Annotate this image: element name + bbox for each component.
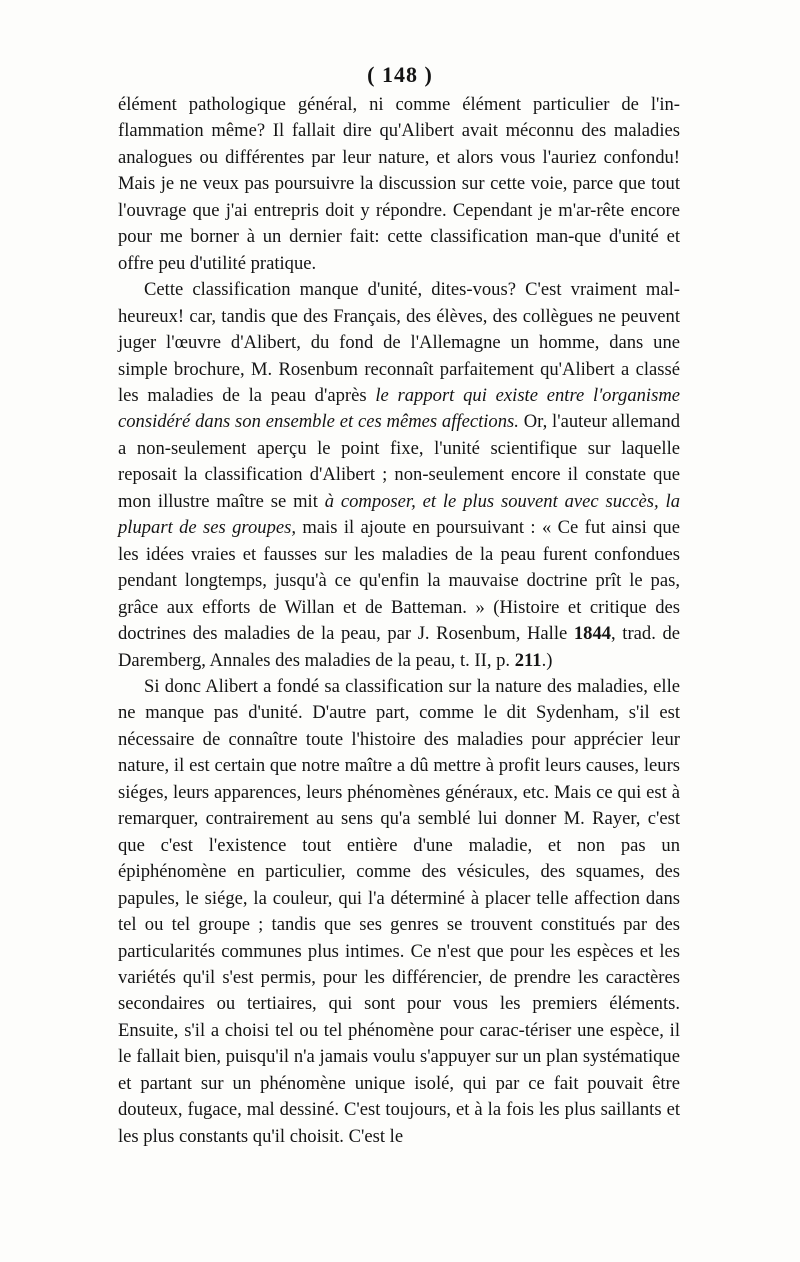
paragraph bbox=[118, 277, 680, 674]
bold-number: 211 bbox=[514, 649, 542, 671]
text-run: Si donc Alibert a fondé sa classification sur la nature des maladies, elle ne manque pas d'unité. D'autre part, comme le dit Sydenham, s'il est nécessaire de connaître toute l'histoire des maladies pour apprécier leur nature, il est certain que notre maître a dû mettre à profit leurs causes, leurs siéges, leurs apparences, leurs phénomènes généraux, etc. Mais ce qui est à remarquer, contrairement au sens qu'a semblé lui donner M. Rayer, c'est que c'est l'existence tout entière d'une maladie, et non pas un épiphénomène en particulier, comme des vésicules, des squames, des papules, le siége, la couleur, qui l'a déterminé à placer telle affection dans tel ou tel groupe ; tandis que ses genres se trouvent constitués par des particularités communes plus intimes. Ce n'est que pour les espèces et les variétés qu'il s'est permis, pour les différencier, de prendre les caractères secondaires ou tertiaires, qui sont pour vous les premiers éléments. Ensuite, s'il a choisi tel ou tel phénomène pour carac-tériser une espèce, il le fallait bien, puisqu'il n'a jamais voulu s'appuyer sur un plan systématique et partant sur un phénomène unique isolé, qui par ce fait pouvait être douteux, fugace, mal dessiné. C'est toujours, et à la fois les plus saillants et les plus constants qu'il choisit. C'est le bbox=[118, 675, 680, 1147]
text-run: .) bbox=[541, 649, 553, 671]
italic-quote: à composer, et le plus souvent avec succès, la plupart de ses groupes, bbox=[118, 490, 680, 539]
text-run: mais il ajoute en poursuivant : « Ce fut ainsi que les idées vraies et fausses sur les maladies de la peau furent confondues pendant longtemps, jusqu'à ce qu'enfin la mauvaise doctrine prît le pas, grâce aux efforts de Willan et de Batteman. » (Histoire et critique des doctrines des maladies de la peau, par J. Rosenbum, Halle bbox=[118, 517, 680, 645]
bold-number: 1844 bbox=[573, 623, 612, 645]
paragraph bbox=[118, 674, 680, 1150]
page-number: ( 148 ) bbox=[367, 62, 433, 87]
paragraph bbox=[118, 92, 680, 277]
text-run: élément pathologique général, ni comme élément particulier de l'in-flammation même? Il fallait dire qu'Alibert avait méconnu des maladies analogues ou différentes par leur nature, et alors vous l'auriez confondu! Mais je ne veux pas poursuivre la discussion sur cette voie, parce que tout l'ouvrage que j'ai entrepris doit y répondre. Cependant je m'ar-rête encore pour me borner à un dernier fait: cette classification man-que d'unité et offre peu d'utilité pratique. bbox=[118, 94, 680, 274]
text-run: Cette classification manque d'unité, dites-vous? C'est vraiment mal-heureux! car, tandis que des Français, des élèves, des collègues ne peuvent juger l'œuvre d'Alibert, du fond de l'Allemagne un homme, dans une simple brochure, M. Rosenbum reconnaît parfaitement qu'Alibert a classé les maladies de la peau d'après bbox=[118, 279, 680, 406]
italic-quote: le rapport qui existe entre l'organisme considéré dans son ensemble et ces mêmes affections. bbox=[118, 384, 680, 433]
text-run: Or, l'auteur allemand a non-seulement aperçu le point fixe, l'unité scientifique sur laquelle reposait la classification d'Alibert ; non-seulement encore il constate que mon illustre maître se mit bbox=[118, 411, 680, 512]
body-text bbox=[118, 92, 680, 1150]
text-run: , trad. de Daremberg, Annales des maladies de la peau, t. II, p. bbox=[118, 623, 680, 671]
